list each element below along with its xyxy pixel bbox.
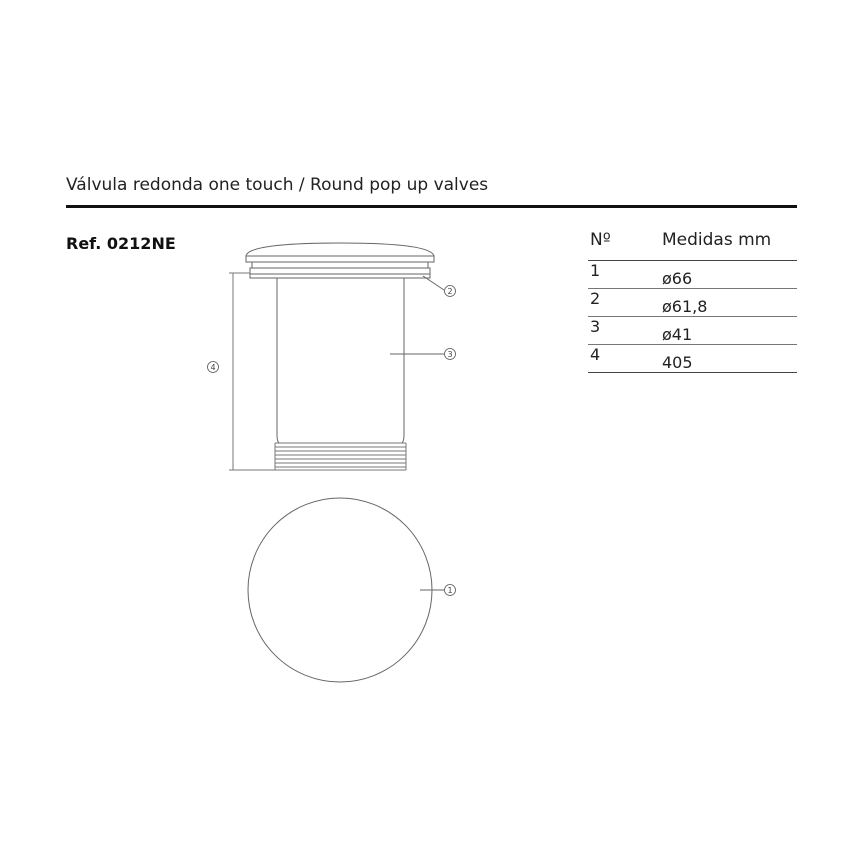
callout-2 <box>445 286 456 297</box>
gasket-ring-lower <box>250 268 430 274</box>
row-number: 2 <box>588 289 662 317</box>
leader-2 <box>423 276 444 290</box>
row-value: 405 <box>662 345 797 373</box>
table-header-row <box>588 230 797 261</box>
table-row <box>588 345 797 373</box>
row-value: ø41 <box>662 317 797 345</box>
cap-dome <box>246 243 434 256</box>
height-dimension-line <box>229 273 275 470</box>
header-number: Nº <box>588 230 662 261</box>
header-measures: Medidas mm <box>662 230 797 261</box>
callout-2-label: 2 <box>447 287 453 296</box>
callout-3-label: 3 <box>447 350 453 359</box>
thread-lines <box>275 443 406 470</box>
cap-rim <box>246 256 434 262</box>
table-row <box>588 289 797 317</box>
callout-4 <box>208 362 219 373</box>
callout-1 <box>445 585 456 596</box>
row-number: 1 <box>588 261 662 289</box>
table-row <box>588 261 797 289</box>
row-value: ø61,8 <box>662 289 797 317</box>
dimensions-table <box>588 230 797 373</box>
row-number: 3 <box>588 317 662 345</box>
valve-body <box>277 278 404 443</box>
page-title: Válvula redonda one touch / Round pop up valves <box>66 175 489 195</box>
gasket-ring-upper <box>252 262 428 268</box>
callout-1-label: 1 <box>447 586 453 595</box>
collar <box>250 274 430 278</box>
table-row <box>588 317 797 345</box>
callout-4-label: 4 <box>210 363 216 372</box>
reference-label: Ref. 0212NE <box>66 234 176 253</box>
top-view-circle <box>248 498 432 682</box>
row-number: 4 <box>588 345 662 373</box>
callout-3 <box>445 349 456 360</box>
row-value: ø66 <box>662 261 797 289</box>
